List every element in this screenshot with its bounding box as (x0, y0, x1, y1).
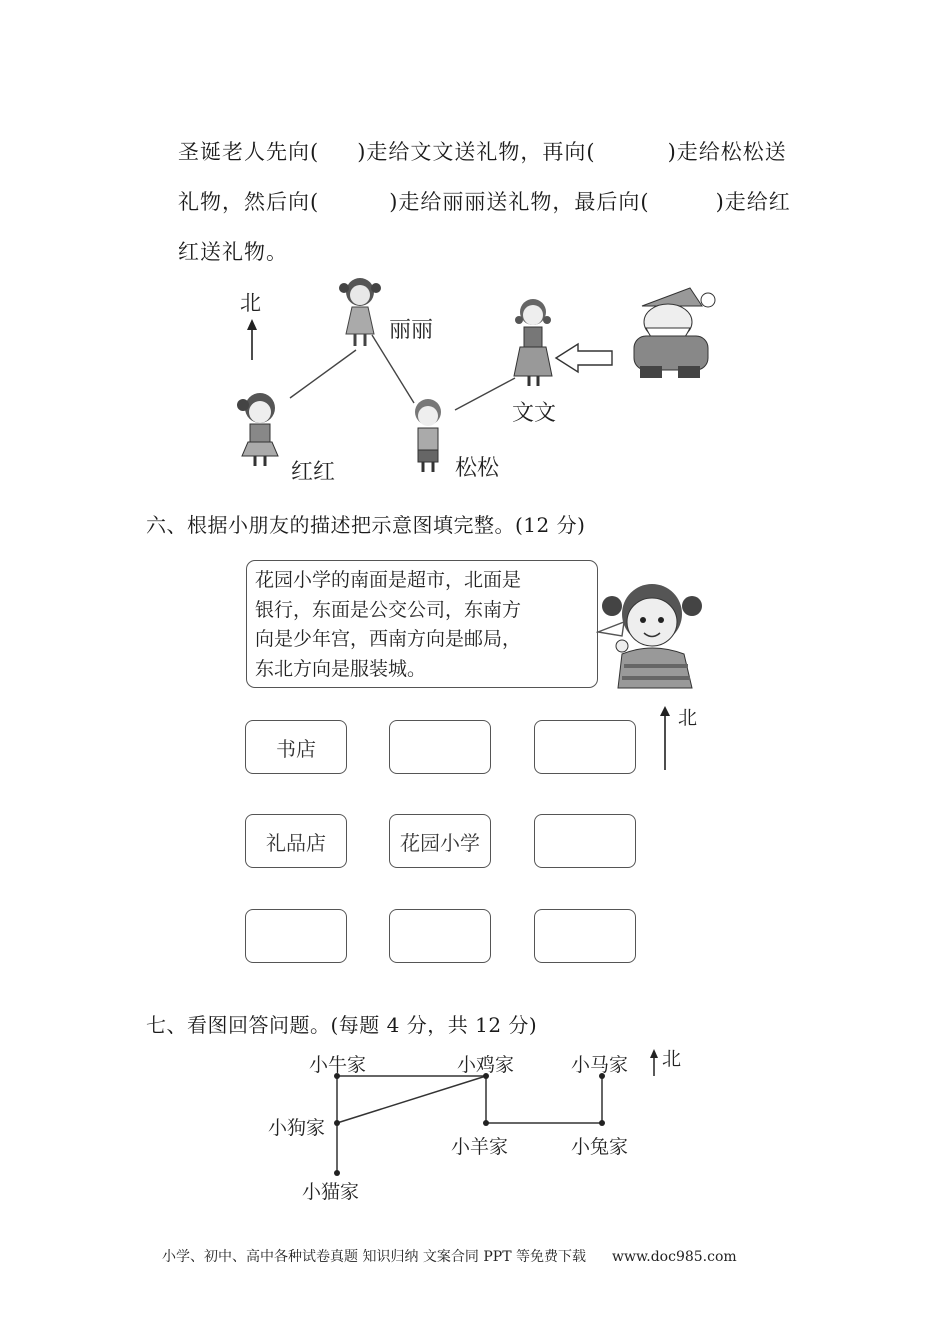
paragraph-line-2-part-a: 礼物，然后向( (178, 190, 320, 214)
grid-cell-center: 花园小学 (389, 814, 491, 868)
label-songsong: 松松 (455, 456, 500, 481)
grid-cell-northwest: 书店 (245, 720, 347, 774)
paragraph-line-1-part-a: 圣诞老人先向( (178, 140, 320, 164)
paragraph-line-1 (178, 136, 787, 166)
label-tu-house: 小兔家 (571, 1136, 629, 1158)
point-gou (334, 1120, 340, 1126)
north-label-1: 北 (240, 291, 261, 315)
grid-cell-north[interactable] (389, 720, 491, 774)
north-label-3: 北 (662, 1048, 682, 1070)
speech-line: 向是少年宫，西南方向是邮局， (255, 628, 522, 650)
footer-site-link[interactable]: www.doc985.com (611, 1249, 737, 1265)
point-tu (599, 1120, 605, 1126)
paragraph-line-3: 红送礼物。 (178, 240, 288, 264)
label-ma-house: 小马家 (571, 1054, 629, 1076)
boy-songsong-icon (415, 399, 441, 472)
speech-line: 银行，东面是公交公司，东南方 (255, 598, 522, 621)
grid-cell-east[interactable] (534, 814, 636, 868)
speech-bubble (246, 560, 598, 688)
paragraph-line-2-part-b: )走给丽丽送礼物，最后向( (389, 190, 650, 214)
grid-cell-west: 礼品店 (245, 814, 347, 868)
paragraph-line-2-part-c: )走给红 (715, 190, 791, 214)
hollow-arrow-icon (556, 344, 612, 372)
point-yang (483, 1120, 489, 1126)
label-wenwen: 文文 (512, 401, 557, 426)
section-7-title: 七、看图回答问题。(每题 4 分，共 12 分) (146, 1013, 538, 1037)
girl-speaker-icon (596, 570, 716, 695)
speech-line: 东北方向是服装城。 (255, 657, 427, 680)
speech-line: 花园小学的南面是超市，北面是 (255, 569, 522, 591)
grid-cell-south[interactable] (389, 909, 491, 963)
paragraph-line-1-part-c: )走给松松送 (667, 140, 787, 164)
paragraph-line-2 (178, 186, 791, 216)
label-niu-house: 小牛家 (309, 1054, 367, 1076)
girl-honghong-icon (237, 393, 278, 466)
point-mao (334, 1170, 340, 1176)
label-mao-house: 小猫家 (302, 1181, 360, 1203)
paragraph-line-1-part-b: )走给文文送礼物，再向( (357, 140, 596, 164)
label-yang-house: 小羊家 (451, 1136, 509, 1158)
santa-claus-icon (634, 288, 715, 378)
label-lili: 丽丽 (389, 318, 434, 343)
label-ji-house: 小鸡家 (457, 1054, 515, 1076)
girl-wenwen-icon (514, 299, 552, 386)
grid-cell-southeast[interactable] (534, 909, 636, 963)
page-footer (162, 1246, 737, 1266)
section-6-title: 六、根据小朋友的描述把示意图填完整。(12 分) (146, 513, 586, 537)
label-gou-house: 小狗家 (268, 1117, 326, 1139)
grid-cell-northeast[interactable] (534, 720, 636, 774)
north-label-2: 北 (678, 707, 698, 729)
footer-text: 小学、初中、高中各种试卷真题 知识归纳 文案合同 PPT 等免费下载 (162, 1249, 586, 1265)
girl-lili-icon (339, 278, 381, 346)
label-honghong: 红红 (291, 460, 336, 485)
grid-cell-southwest[interactable] (245, 909, 347, 963)
